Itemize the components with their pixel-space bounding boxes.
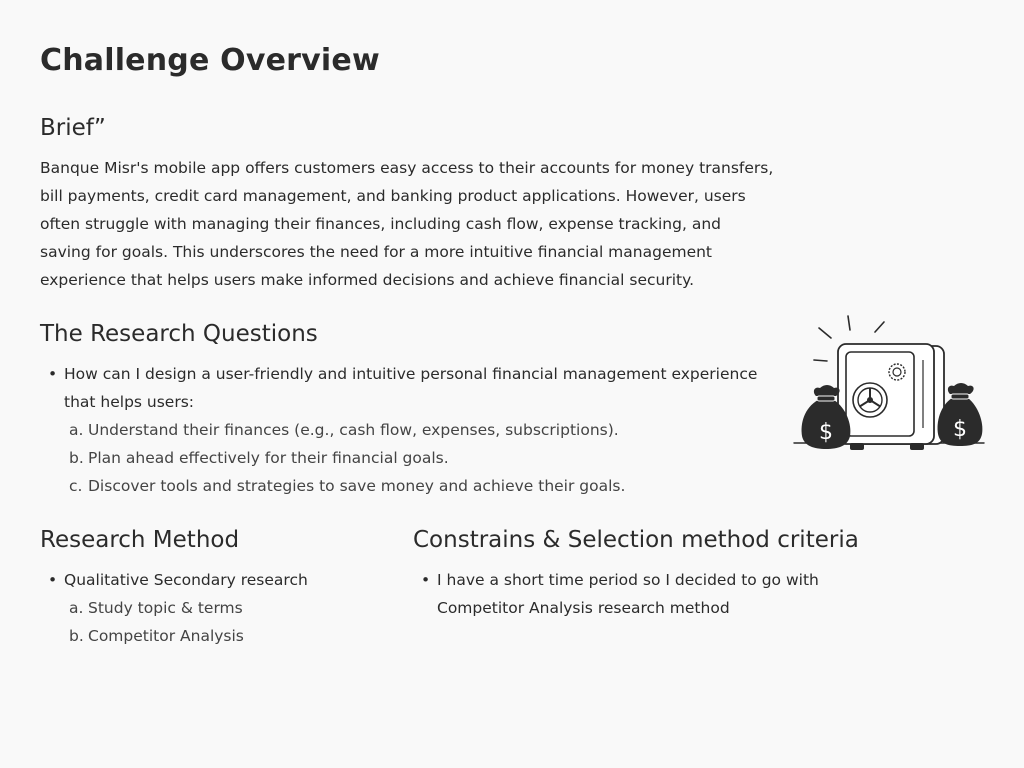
sub-item-text: Discover tools and strategies to save money and achieve their goals.	[88, 477, 626, 495]
sub-item	[64, 444, 760, 472]
sub-item	[64, 594, 370, 622]
sub-item	[64, 416, 760, 444]
sub-item	[64, 622, 370, 650]
research-method-sub-list	[64, 594, 370, 650]
sub-item-marker: a.	[69, 421, 84, 439]
constraints-text: I have a short time period so I decided to go with Competitor Analysis research method	[437, 571, 819, 617]
sub-item-text: Competitor Analysis	[88, 627, 244, 645]
page-title: Challenge Overview	[40, 43, 380, 78]
safe-with-money-bags-icon	[790, 312, 990, 462]
research-method-item	[40, 566, 370, 650]
sub-item-marker: c.	[69, 477, 83, 495]
sub-item-text: Plan ahead effectively for their financial goals.	[88, 449, 449, 467]
constraints-list	[413, 566, 843, 622]
sub-item-text: Understand their finances (e.g., cash flow, expenses, subscriptions).	[88, 421, 619, 439]
brief-heading: Brief”	[40, 115, 106, 141]
svg-text:$: $	[953, 417, 967, 442]
brief-text: Banque Misr's mobile app offers customers easy access to their accounts for money transfers, bill payments, credit card management, and banking product applications. However, users often struggle with managing their finances, including cash flow, expense tracking, and saving for goals. This underscores the need for a more intuitive financial management experience that helps users make informed decisions and achieve financial security.	[40, 159, 774, 289]
research-method-list	[40, 566, 370, 650]
sub-item-marker: a.	[69, 599, 84, 617]
sub-item	[64, 472, 760, 500]
research-question-item	[40, 360, 760, 500]
sub-item-text: Study topic & terms	[88, 599, 243, 617]
research-questions-list	[40, 360, 760, 500]
research-questions-heading: The Research Questions	[40, 321, 318, 347]
constraints-heading: Constrains & Selection method criteria	[413, 527, 859, 553]
research-method-heading: Research Method	[40, 527, 240, 553]
sub-item-marker: b.	[69, 449, 84, 467]
constraints-item	[413, 566, 843, 622]
research-question-sub-list	[64, 416, 760, 500]
research-method-text: Qualitative Secondary research	[64, 571, 308, 589]
svg-text:$: $	[819, 420, 833, 445]
research-question-text: How can I design a user-friendly and intuitive personal financial management experience that helps users:	[64, 365, 758, 411]
sub-item-marker: b.	[69, 627, 84, 645]
